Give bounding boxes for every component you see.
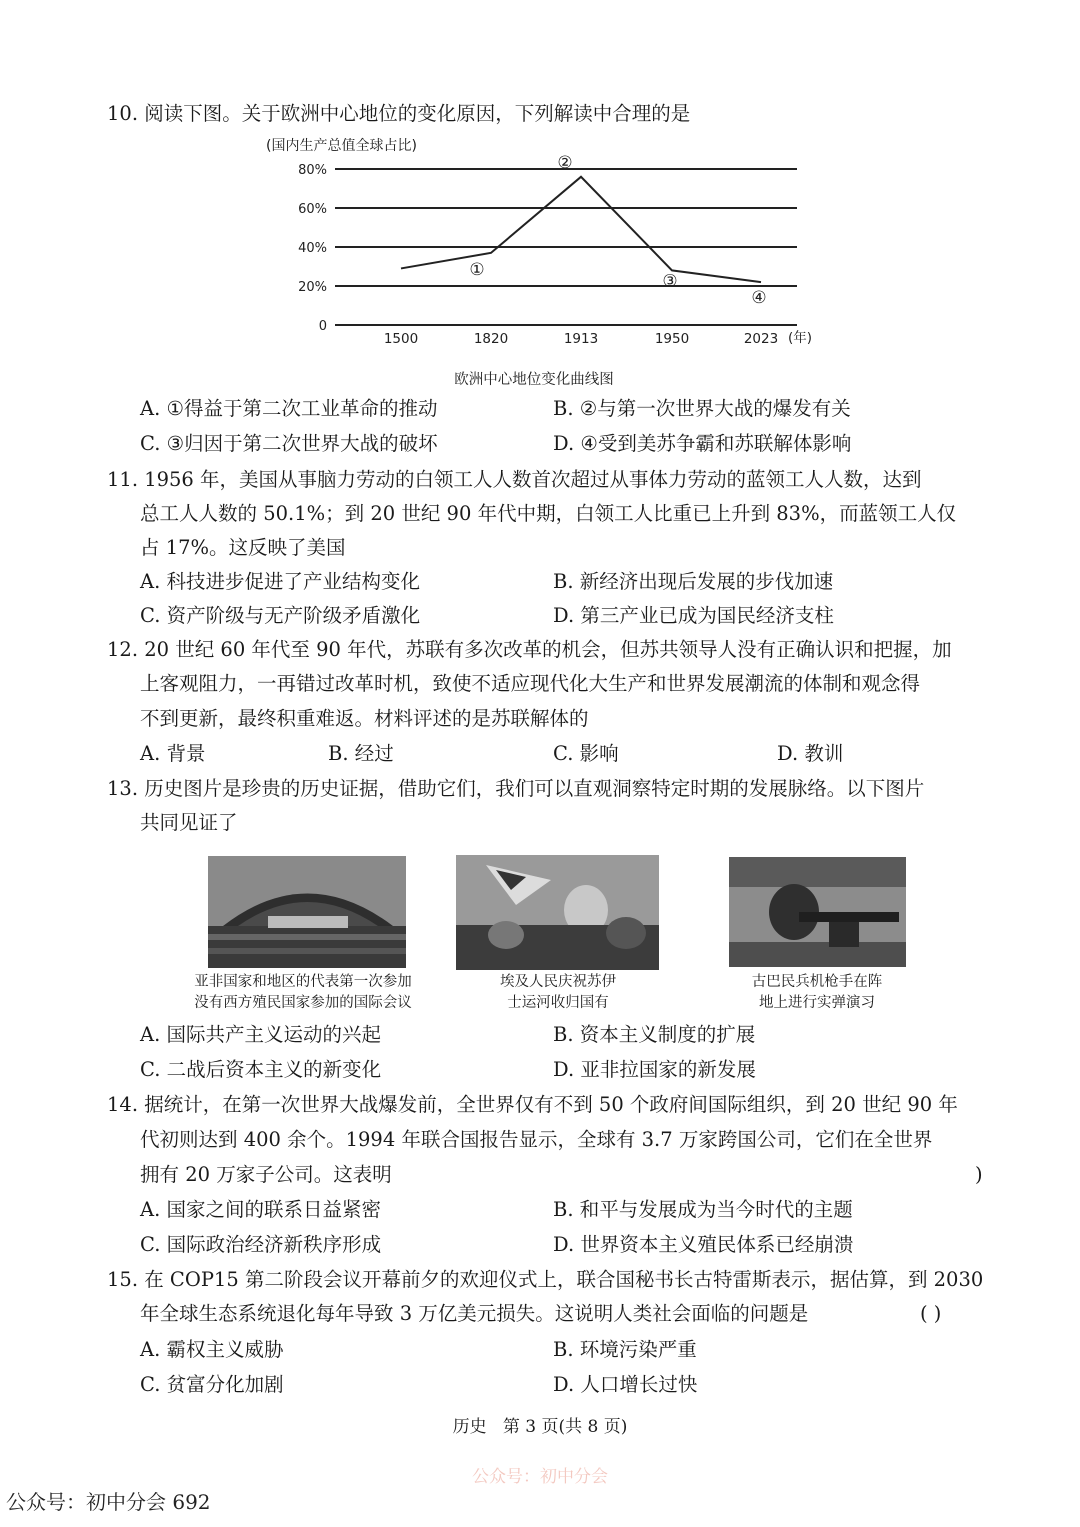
q14-option-b[interactable]: B. 和平与发展成为当今时代的主题 (553, 1198, 853, 1221)
chart-title: 欧洲中心地位变化曲线图 (454, 372, 614, 388)
ytick-40: 40% (298, 241, 327, 256)
cuba-caption: 古巴民兵机枪手在阵 地上进行实弹演习 (751, 974, 883, 1011)
q10-stem: 10. 阅读下图。关于欧洲中心地位的变化原因，下列解读中合理的是 (107, 102, 691, 125)
xtick-1500: 1500 (383, 331, 419, 347)
q14-option-a[interactable]: A. 国家之间的联系日益紧密 (140, 1198, 381, 1221)
xaxis-unit: (年) (788, 330, 813, 346)
ytick-20: 20% (298, 280, 327, 295)
point-label-4: ④ (751, 288, 767, 309)
xtick-1950: 1950 (654, 331, 690, 347)
q14-answer-paren: ) (975, 1163, 983, 1186)
q15-option-a[interactable]: A. 霸权主义威胁 (140, 1338, 284, 1361)
ytick-80: 80% (298, 163, 327, 178)
q10-option-b[interactable]: B. ②与第一次世界大战的爆发有关 (553, 397, 851, 420)
point-label-1: ① (469, 259, 485, 280)
q14-line-3: 拥有 20 万家子公司。这表明 (140, 1163, 392, 1186)
q15-option-c[interactable]: C. 贫富分化加剧 (140, 1373, 284, 1396)
xtick-1913: 1913 (563, 331, 599, 347)
cuba-militia-photo (729, 857, 906, 967)
chart-ylabel: (国内生产总值全球占比) (266, 138, 417, 154)
ytick-0: 0 (318, 319, 327, 334)
suez-caption: 埃及人民庆祝苏伊 士运河收归国有 (500, 974, 616, 1011)
point-label-3: ③ (662, 271, 678, 292)
chart-series (401, 177, 761, 282)
chart-yticks (298, 163, 327, 334)
q14-option-d[interactable]: D. 世界资本主义殖民体系已经崩溃 (553, 1233, 854, 1256)
q15-option-d[interactable]: D. 人口增长过快 (553, 1373, 698, 1396)
q10-option-c[interactable]: C. ③归因于第二次世界大战的破坏 (140, 432, 438, 455)
q11-line-1: 11. 1956 年，美国从事脑力劳动的白领工人人数首次超过从事体力劳动的蓝领工人人数，达到 (107, 468, 922, 491)
q11-line-2: 总工人人数的 50.1%；到 20 世纪 90 年代中期，白领工人比重已上升到 83%，而蓝领工人仅 (140, 502, 957, 525)
chart-grid (335, 169, 797, 325)
q15-option-b[interactable]: B. 环境污染严重 (553, 1338, 697, 1361)
q12-option-a[interactable]: A. 背景 (140, 742, 206, 765)
q15-line-2: 年全球生态系统退化每年导致 3 万亿美元损失。这说明人类社会面临的问题是 (140, 1302, 809, 1325)
chart-xticks (384, 329, 812, 347)
q11-option-d[interactable]: D. 第三产业已成为国民经济支柱 (553, 604, 834, 627)
q13-line-1: 13. 历史图片是珍贵的历史证据，借助它们，我们可以直观洞察特定时期的发展脉络。以下图片 (107, 777, 925, 800)
q12-option-d[interactable]: D. 教训 (777, 742, 844, 765)
q11-option-a[interactable]: A. 科技进步促进了产业结构变化 (140, 570, 420, 593)
xtick-2023: 2023 (743, 331, 779, 347)
q12-line-2: 上客观阻力，一再错过改革时机，致使不适应现代化大生产和世界发展潮流的体制和观念得 (140, 672, 921, 695)
q14-line-1: 14. 据统计，在第一次世界大战爆发前，全世界仅有不到 50 个政府间国际组织，到 20 世纪 90 年 (107, 1093, 958, 1116)
q11-line-3: 占 17%。这反映了美国 (140, 536, 346, 559)
q13-option-b[interactable]: B. 资本主义制度的扩展 (553, 1023, 756, 1046)
q11-option-c[interactable]: C. 资产阶级与无产阶级矛盾激化 (140, 604, 421, 627)
q12-option-b[interactable]: B. 经过 (328, 742, 394, 765)
q10-option-d[interactable]: D. ④受到美苏争霸和苏联解体影响 (553, 432, 852, 455)
chart-point-labels (469, 153, 766, 308)
q10-option-a[interactable]: A. ①得益于第二次工业革命的推动 (140, 397, 438, 420)
watermark: 公众号：初中分会 (472, 1467, 608, 1487)
conference-caption: 亚非国家和地区的代表第一次参加 没有西方殖民国家参加的国际会议 (194, 974, 412, 1011)
q12-option-c[interactable]: C. 影响 (553, 742, 619, 765)
q14-line-2: 代初则达到 400 余个。1994 年联合国报告显示，全球有 3.7 万家跨国公司，它们在全世界 (140, 1128, 933, 1151)
conference-photo (208, 856, 406, 968)
q14-option-c[interactable]: C. 国际政治经济新秩序形成 (140, 1233, 382, 1256)
q12-line-3: 不到更新，最终积重难返。材料评述的是苏联解体的 (140, 707, 589, 730)
point-label-2: ② (557, 152, 573, 173)
europe-gdp-line (401, 177, 761, 282)
q13-option-c[interactable]: C. 二战后资本主义的新变化 (140, 1058, 382, 1081)
europe-line-chart (0, 130, 1080, 400)
corner-label: 公众号：初中分会 692 (6, 1490, 211, 1514)
suez-celebration-photo (456, 855, 659, 970)
q13-line-2: 共同见证了 (140, 811, 238, 834)
page-footer: 历史 第 3 页(共 8 页) (452, 1417, 628, 1437)
q15-answer-paren: ( ) (920, 1302, 942, 1325)
q13-option-d[interactable]: D. 亚非拉国家的新发展 (553, 1058, 756, 1081)
ytick-60: 60% (298, 202, 327, 217)
q12-line-1: 12. 20 世纪 60 年代至 90 年代，苏联有多次改革的机会，但苏共领导人没有正确认识和把握，加 (107, 638, 952, 661)
q13-option-a[interactable]: A. 国际共产主义运动的兴起 (140, 1023, 381, 1046)
q15-line-1: 15. 在 COP15 第二阶段会议开幕前夕的欢迎仪式上，联合国秘书长古特雷斯表示，据估算，到 2030 (107, 1268, 984, 1291)
q11-option-b[interactable]: B. 新经济出现后发展的步伐加速 (553, 570, 834, 593)
xtick-1820: 1820 (473, 331, 509, 347)
